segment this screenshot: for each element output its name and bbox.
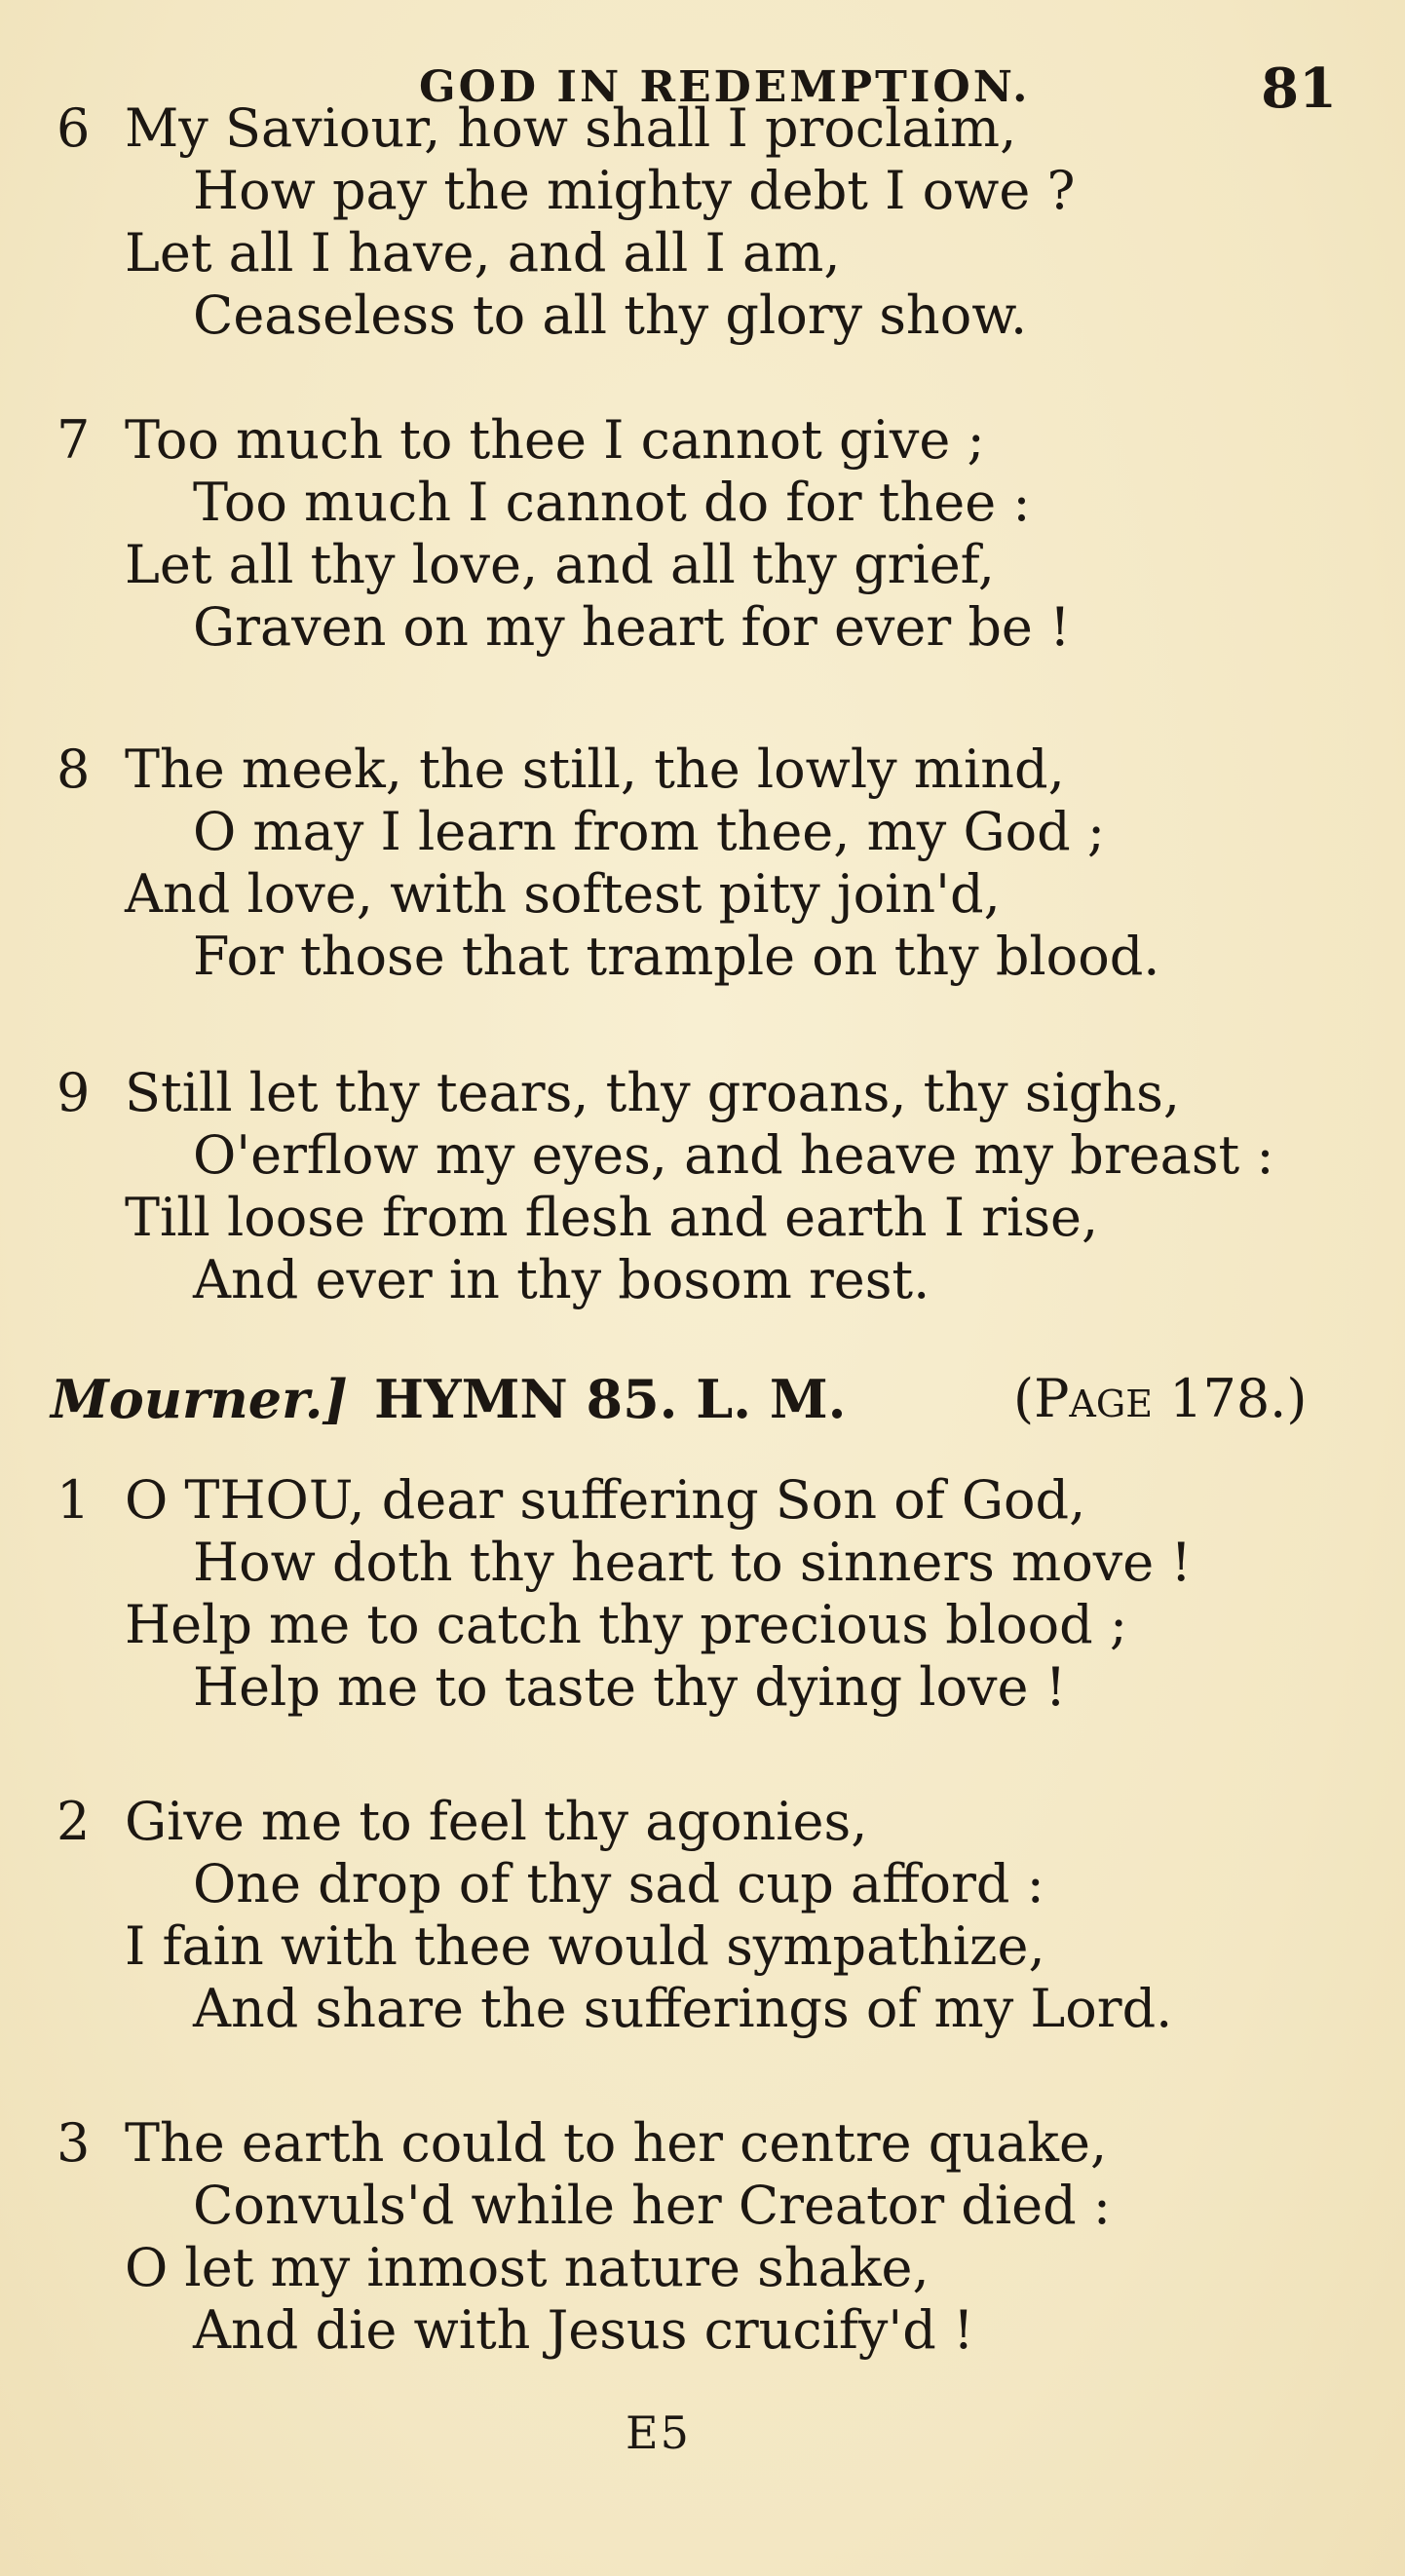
hymn-heading bbox=[0, 1368, 1405, 1436]
verse-line: Let all thy love, and all thy grief, bbox=[125, 534, 995, 595]
stanza-number: 8 bbox=[57, 739, 91, 800]
verse-line: Help me to taste thy dying love ! bbox=[193, 1656, 1067, 1718]
stanza-number: 3 bbox=[57, 2112, 91, 2174]
verse-line: Give me to feel thy agonies, bbox=[125, 1791, 868, 1852]
verse-line: The earth could to her centre quake, bbox=[125, 2112, 1108, 2174]
verse-line: O may I learn from thee, my God ; bbox=[193, 801, 1106, 862]
verse-line: Till loose from flesh and earth I rise, bbox=[125, 1187, 1099, 1248]
tune-name: Mourner.] bbox=[51, 1368, 348, 1430]
verse-line: Let all I have, and all I am, bbox=[125, 222, 841, 284]
running-head: GOD IN REDEMPTION. bbox=[419, 62, 1031, 112]
verse-line: Too much to thee I cannot give ; bbox=[125, 409, 985, 471]
verse-line: How doth thy heart to sinners move ! bbox=[193, 1532, 1193, 1593]
verse-line: Ceaseless to all thy glory show. bbox=[193, 284, 1028, 346]
stanza-number: 9 bbox=[57, 1062, 91, 1123]
verse-line: And share the sufferings of my Lord. bbox=[193, 1978, 1173, 2039]
verse-line: The meek, the still, the lowly mind, bbox=[125, 739, 1065, 800]
verse-line: My Saviour, how shall I proclaim, bbox=[125, 97, 1017, 159]
verse-line: I fain with thee would sympathize, bbox=[125, 1915, 1045, 1977]
hymn-title: HYMN 85. L. M. bbox=[374, 1368, 847, 1430]
stanza-number: 6 bbox=[57, 97, 91, 159]
verse-line: And ever in thy bosom rest. bbox=[193, 1249, 930, 1310]
verse-line: How pay the mighty debt I owe ? bbox=[193, 160, 1076, 221]
verse-line: O'erflow my eyes, and heave my breast : bbox=[193, 1124, 1274, 1186]
verse-line: O THOU, dear suffering Son of God, bbox=[125, 1469, 1086, 1531]
page-number: 81 bbox=[1261, 57, 1337, 121]
verse-line: And die with Jesus crucify'd ! bbox=[193, 2299, 974, 2361]
verse-line: Graven on my heart for ever be ! bbox=[193, 596, 1071, 658]
verse-line: Still let thy tears, thy groans, thy sighs, bbox=[125, 1062, 1181, 1123]
verse-line: For those that trample on thy blood. bbox=[193, 926, 1160, 987]
verse-line: And love, with softest pity join'd, bbox=[125, 863, 1001, 925]
verse-line: Help me to catch thy precious blood ; bbox=[125, 1594, 1128, 1655]
stanza-number: 7 bbox=[57, 409, 91, 471]
verse-line: One drop of thy sad cup afford : bbox=[193, 1853, 1044, 1914]
verse-line: Convuls'd while her Creator died : bbox=[193, 2175, 1112, 2236]
stanza-number: 2 bbox=[57, 1791, 91, 1852]
stanza-number: 1 bbox=[57, 1469, 91, 1531]
page-reference: (Page 178.) bbox=[1013, 1368, 1308, 1429]
verse-line: O let my inmost nature shake, bbox=[125, 2237, 930, 2298]
verse-line: Too much I cannot do for thee : bbox=[193, 472, 1031, 533]
signature-mark: E5 bbox=[626, 2406, 691, 2459]
